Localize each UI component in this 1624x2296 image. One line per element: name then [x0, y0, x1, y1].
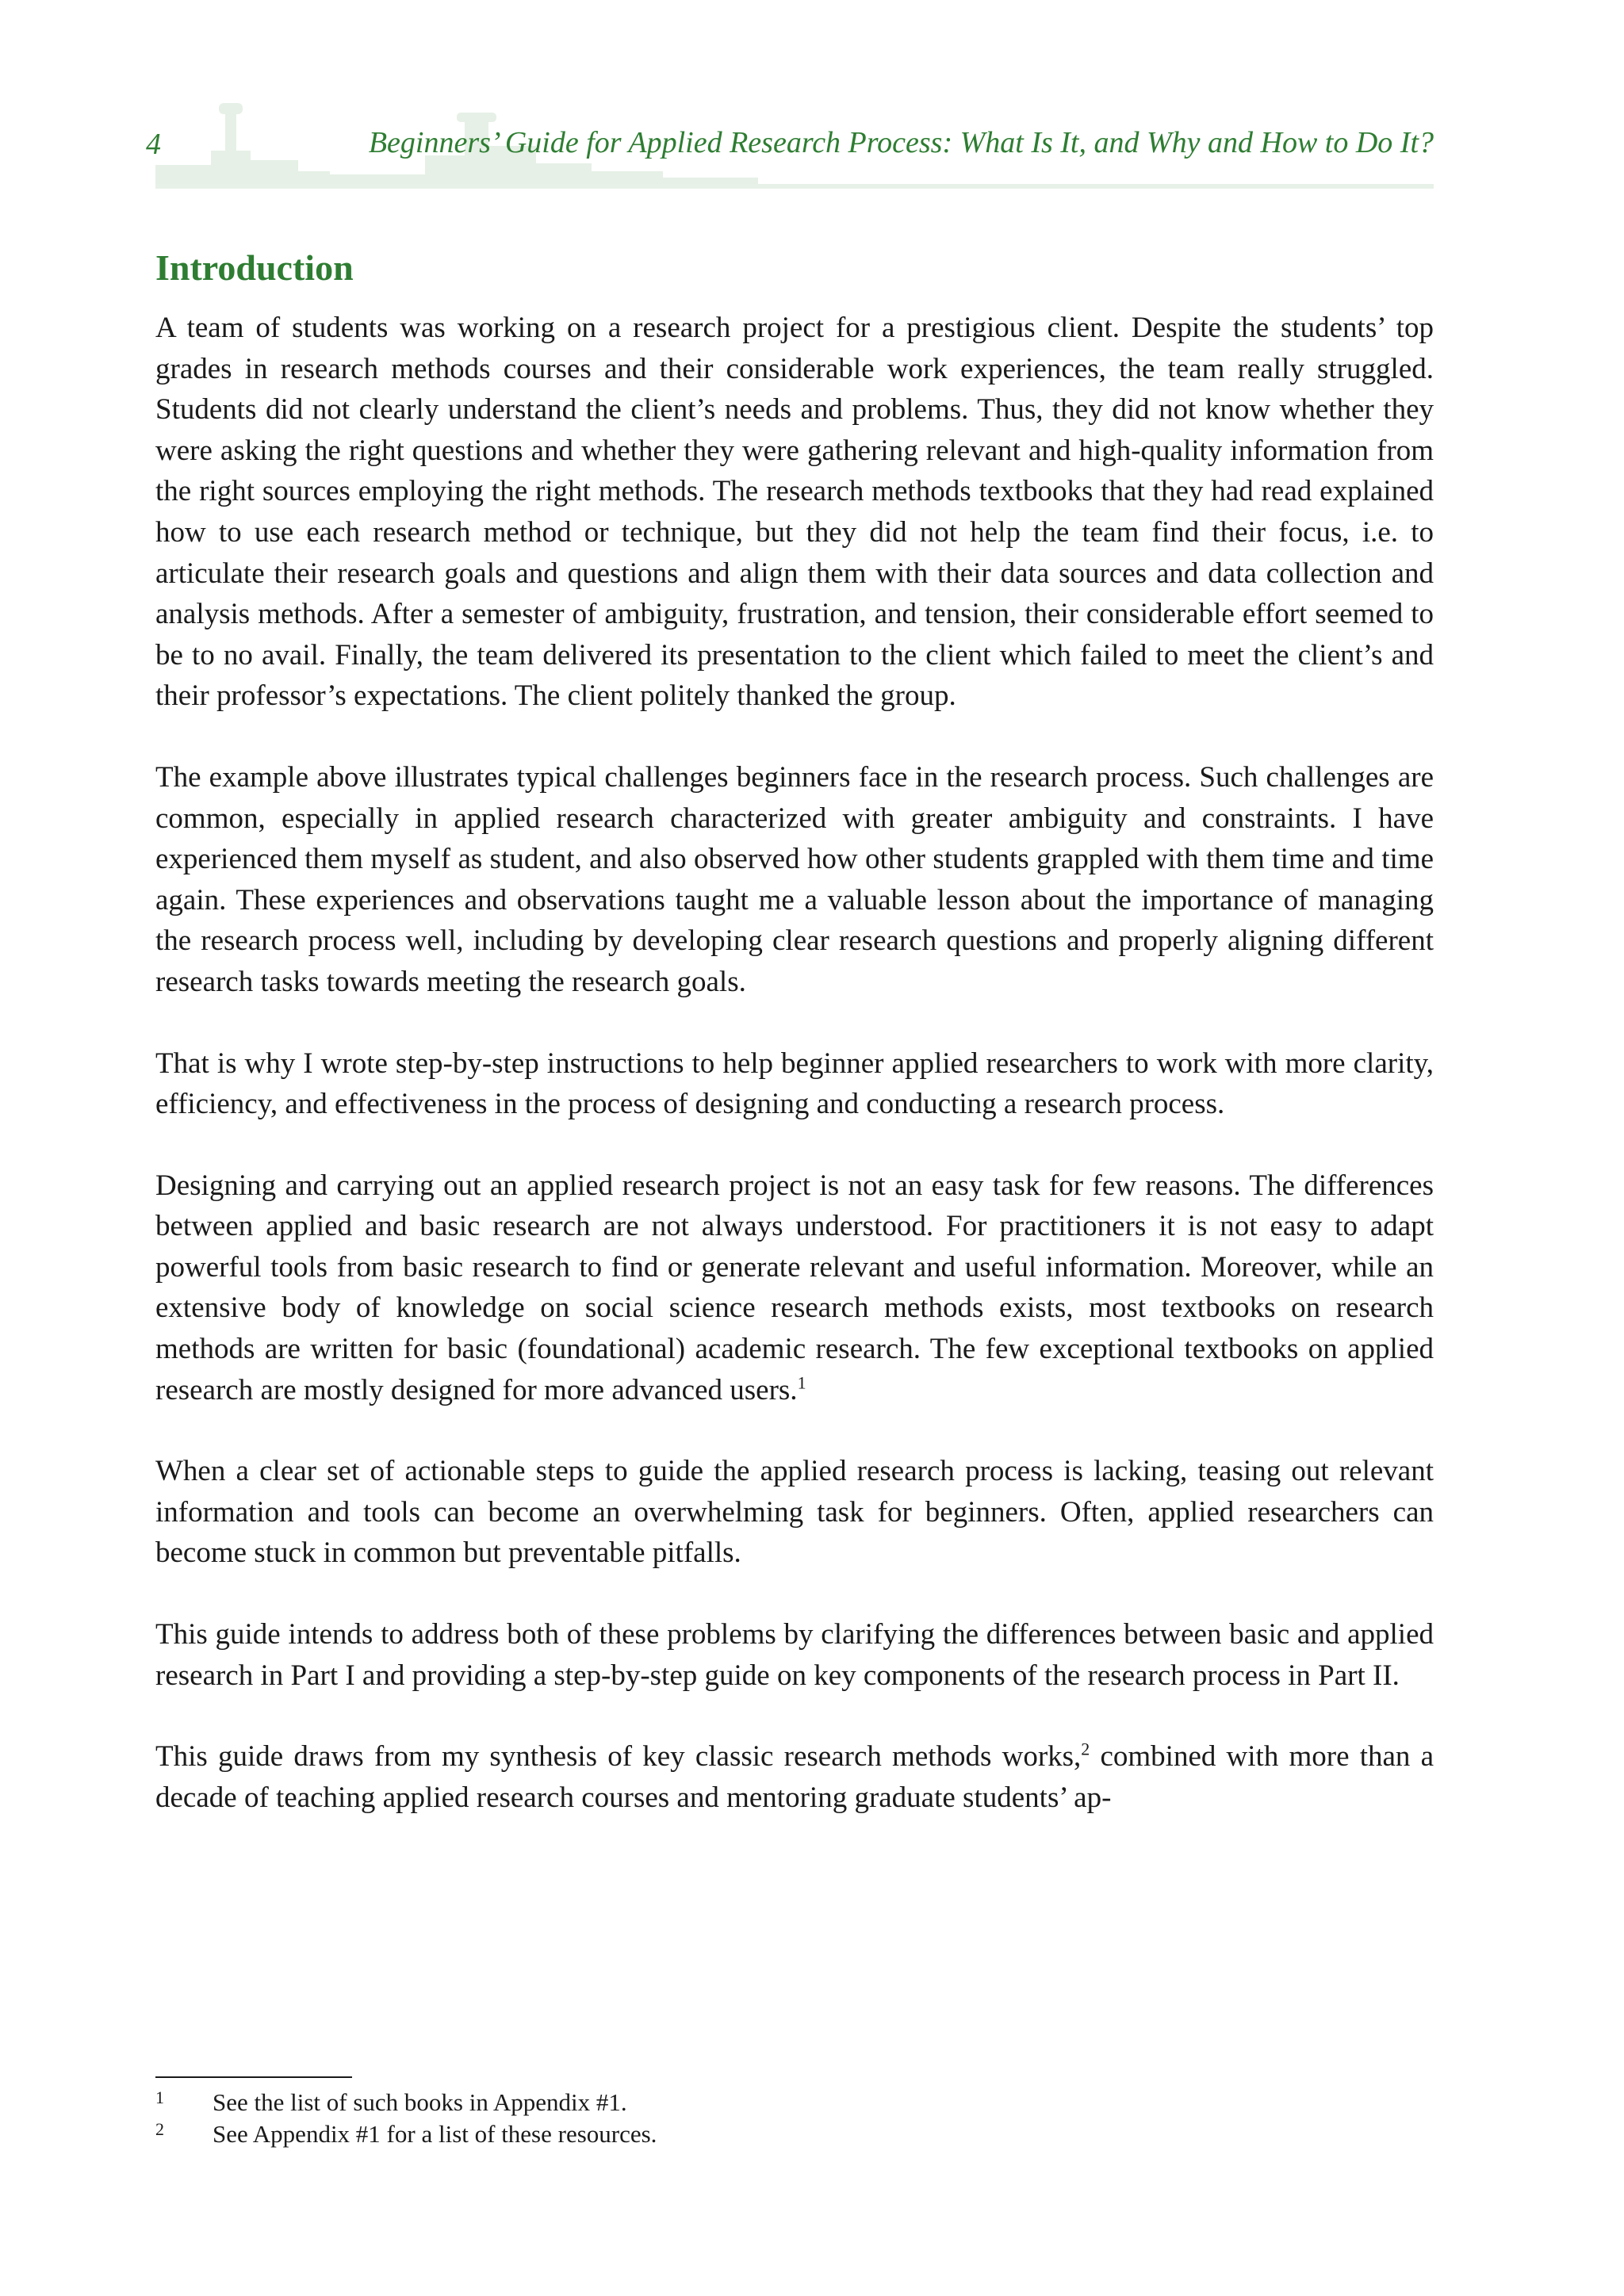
paragraph — [155, 1165, 1434, 1411]
footnote-divider — [155, 2076, 352, 2078]
footnote-text: See Appendix #1 for a list of these resources. — [213, 2120, 657, 2148]
paragraph: The example above illustrates typical challenges beginners face in the research process. Such challenges are common, especially in applied research characterized with greater ambiguity and constraints. I have experienced them myself as student, and also observed how other students grappled with them time and time again. These experiences and observations taught me a valuable lesson about the importance of managing the research process well, including by developing clear research questions and properly aligning different research tasks towards meeting the research goals. — [155, 760, 1434, 998]
header-rule — [155, 184, 1434, 189]
body-text — [155, 308, 1434, 1858]
footnote-reference[interactable]: 2 — [1081, 1739, 1090, 1759]
footnotes — [155, 2087, 1434, 2150]
running-header — [146, 95, 1434, 189]
running-title: Beginners’ Guide for Applied Research Process: What Is It, and Why and How to Do It? — [368, 126, 1434, 159]
page — [146, 0, 1434, 2296]
footnote — [155, 2087, 1434, 2118]
paragraph: This guide intends to address both of these problems by clarifying the differences between basic and applied research in Part I and providing a step-by-step guide on key components of the research process in Part II. — [155, 1618, 1434, 1692]
footnote-number: 2 — [155, 2119, 164, 2139]
paragraph-text: This guide draws from my synthesis of key classic research methods works, — [155, 1740, 1082, 1774]
paragraph: A team of students was working on a research project for a prestigious client. Despite the students’ top grades in research methods courses and their considerable work experiences, the team really struggled. Students did not clearly understand the client’s needs and problems. Thus, they did not know whether they were asking the right questions and whether they were gathering relevant and high-quality information from the right sources employing the right methods. The research methods textbooks that they had read explained how to use each research method or technique, but they did not help the team find their focus, i.e. to articulate their research goals and questions and align them with their data sources and data collection and analysis methods. After a semester of ambiguity, frustration, and tension, their considerable effort seemed to be to no avail. Finally, the team delivered its presentation to the client which failed to meet the client’s and their professor’s expectations. The client politely thanked the group. — [155, 312, 1434, 713]
paragraph: That is why I wrote step-by-step instructions to help beginner applied researchers to work with more clarity, efficiency, and effectiveness in the process of designing and conducting a research process. — [155, 1047, 1434, 1121]
footnote-number: 1 — [155, 2087, 164, 2107]
section-title: Introduction — [155, 247, 354, 288]
paragraph: When a clear set of actionable steps to guide the applied research process is lacking, teasing out relevant information and tools can become an overwhelming task for beginners. Often, applied researchers can become stuck in common but preventable pitfalls. — [155, 1455, 1434, 1570]
paragraph-text: combined with more than a decade of teaching applied research courses and mentoring graduate students’ ap- — [155, 1740, 1434, 1814]
page-number: 4 — [146, 128, 161, 161]
footnote — [155, 2118, 1434, 2150]
paragraph-text: Designing and carrying out an applied research project is not an easy task for few reasons. The differences between applied and basic research are not always understood. For practitioners it is not easy to adapt powerful tools from basic research to find or generate relevant and useful information. Moreover, while an extensive body of knowledge on social science research methods exists, most textbooks on research methods are written for basic (foundational) academic research. The few exceptional textbooks on applied research are mostly designed for more advanced users. — [155, 1169, 1434, 1406]
paragraph — [155, 1736, 1434, 1818]
footnote-text: See the list of such books in Appendix #1. — [213, 2088, 627, 2116]
footnote-reference[interactable]: 1 — [797, 1372, 806, 1393]
